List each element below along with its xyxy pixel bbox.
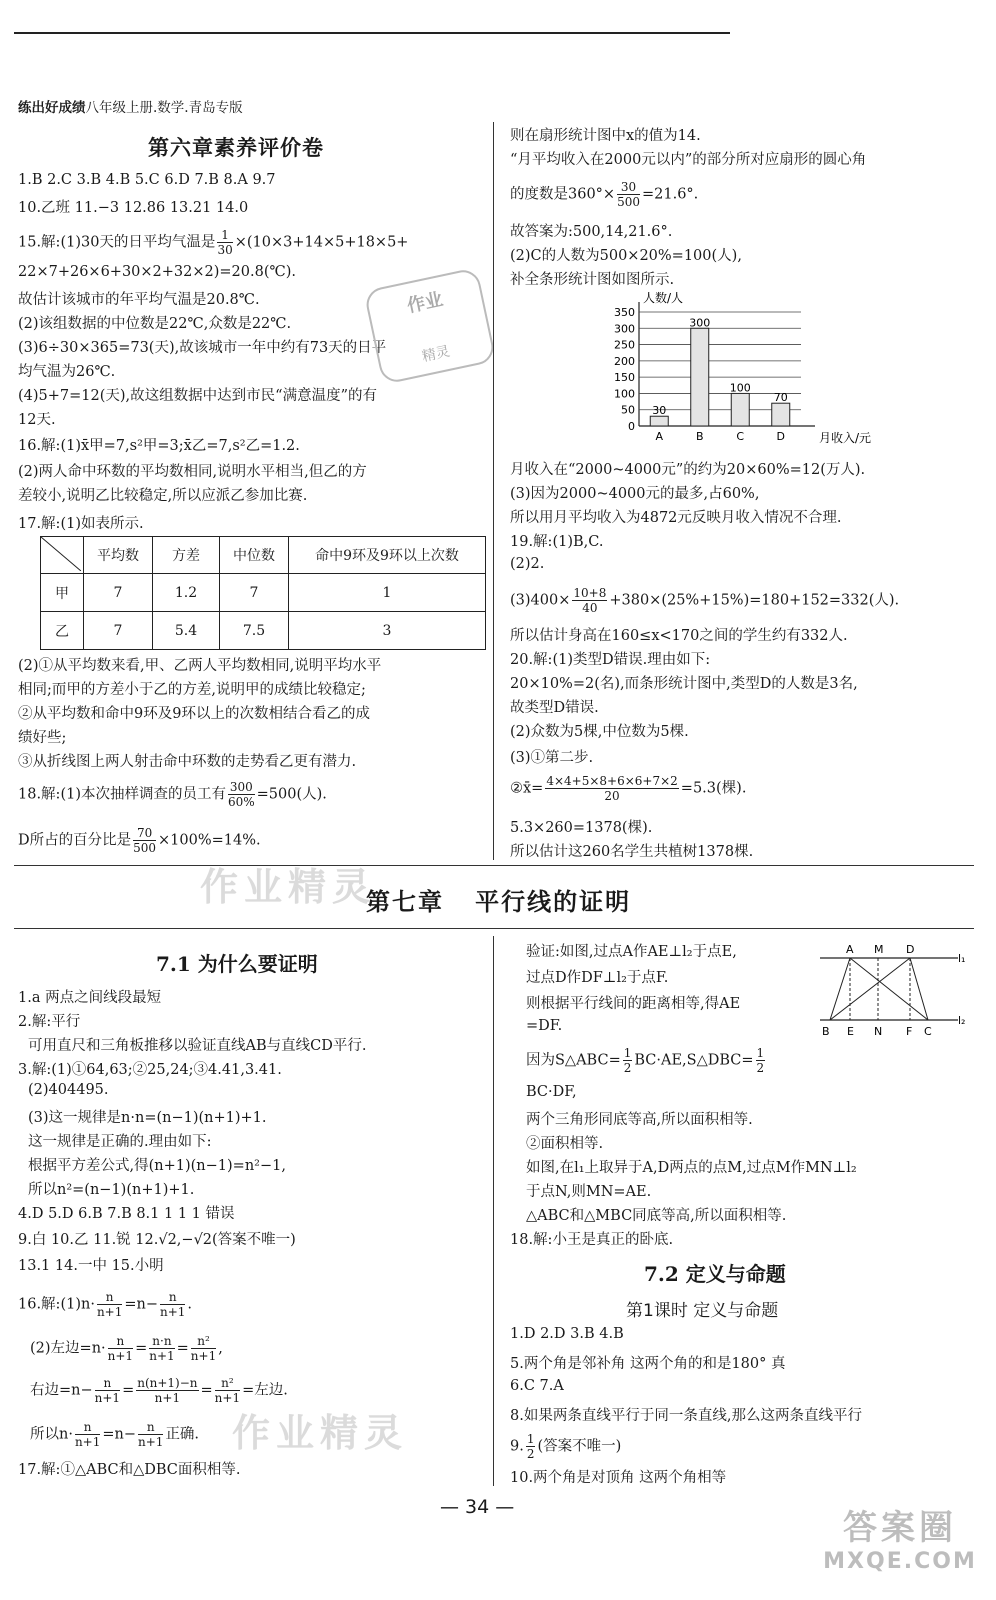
- watermark: 作业精灵: [232, 1411, 409, 1455]
- answer-line: △ABC和△MBC同底等高,所以面积相等.: [526, 1208, 787, 1224]
- answer-line: (2)C的人数为500×20%=100(人),: [510, 248, 742, 264]
- answer-line: 这一规律是正确的.理由如下:: [28, 1134, 212, 1150]
- answer-line: (3)这一规律是n·n=(n−1)(n+1)+1.: [28, 1110, 267, 1126]
- answer-line: (3)400× $\frac{10+8}{40}$ +380×(25%+15%)=180+152=332(人).: [510, 586, 900, 615]
- answer-line: (2)左边=n· $\frac{n}{n+1}$ = $\frac{n\cdot n}{n+1}$ = $\frac{\text{n²}}{n+1}$ ,: [30, 1334, 223, 1363]
- chart-data-label: 300: [689, 316, 711, 330]
- answer-line: 3.解:(1)①64,63;②25,24;③4.41,3.41.: [18, 1062, 282, 1078]
- table-cell: 7: [84, 574, 153, 612]
- table-cell: 1.2: [153, 574, 220, 612]
- fig-label-N: N: [874, 1025, 883, 1038]
- answer-line: ②x̄= $\frac{4\times 4+5\times 8+6\times 6+7\times 2}{20}$ =5.3(棵).: [510, 774, 747, 803]
- chart-data-label: 30: [652, 404, 667, 418]
- answer-line: (2)①从平均数来看,甲、乙两人平均数相同,说明平均水平: [18, 658, 382, 674]
- answer-line: 10.乙班 11.−3 12.86 13.21 14.0: [18, 200, 249, 216]
- answer-line: 4.D 5.D 6.B 7.B 8.1 1 1 1 错误: [18, 1206, 235, 1222]
- corner-logo: 答案圈 MXQE.COM: [823, 1508, 977, 1574]
- answer-line: 所以估计身高在160≤x<170之间的学生约有332人.: [510, 628, 848, 644]
- table-cell: 甲: [41, 574, 84, 612]
- fig-label-B: B: [822, 1025, 830, 1038]
- answer-line: 1.B 2.C 3.B 4.B 5.C 6.D 7.B 8.A 9.7: [18, 172, 276, 188]
- table-header: 命中9环及9环以上次数: [289, 537, 486, 574]
- answer-line: 所以n· $\frac{n}{n+1}$ =n− $\frac{n}{n+1}$ 正确.: [30, 1420, 200, 1449]
- table-cell: 5.4: [153, 612, 220, 650]
- answer-line: 17.解:①△ABC和△DBC面积相等.: [18, 1462, 241, 1478]
- answer-line: 18.解:(1)本次抽样调查的员工有 $\frac{300}{60\%}$ =500(人).: [18, 780, 327, 809]
- fig-label-l1: l₁: [958, 952, 966, 965]
- lesson-title: 第1课时 定义与命题: [626, 1301, 779, 1321]
- answer-line: 则根据平行线间的距离相等,得AE: [526, 996, 741, 1012]
- table-header: 方差: [153, 537, 220, 574]
- answer-line: (4)5+7=12(天),故这组数据中达到市民“满意温度”的有: [18, 388, 377, 404]
- table-cell: 1: [289, 574, 486, 612]
- chart-y-tick: 350: [614, 306, 635, 319]
- chart-x-tick: B: [695, 430, 704, 443]
- chart-y-tick: 0: [628, 420, 635, 433]
- chart-x-tick: C: [736, 430, 745, 443]
- answer-line: 17.解:(1)如表所示.: [18, 516, 144, 532]
- fig-label-F: F: [906, 1025, 913, 1038]
- chart-x-tick: D: [776, 430, 785, 443]
- answer-line: 右边=n− $\frac{n}{n+1}$ = $\frac{n(n+1)-n}{n+1}$ = $\frac{\text{n²}}{n+1}$ =左边.: [30, 1376, 288, 1405]
- table-header: 中位数: [220, 537, 289, 574]
- answer-line: 均气温为26℃.: [18, 364, 116, 380]
- answer-line: 则在扇形统计图中x的值为14.: [510, 128, 701, 144]
- answer-line: 20.解:(1)类型D错误.理由如下:: [510, 652, 711, 668]
- answer-line: 1.a 两点之间线段最短: [18, 990, 162, 1006]
- table-cell: 7.5: [220, 612, 289, 650]
- chart-y-tick: 50: [621, 403, 635, 417]
- answer-line: 月收入在“2000~4000元”的约为20×60%=12(万人).: [510, 462, 866, 478]
- chart-data-label: 70: [773, 391, 788, 405]
- table-cell: 7: [220, 574, 289, 612]
- fig-label-A: A: [846, 943, 854, 956]
- answer-line: (2)该组数据的中位数是22℃,众数是22℃.: [18, 316, 292, 332]
- answer-line: 12天.: [18, 412, 56, 428]
- answer-line: 所以n²=(n−1)(n+1)+1.: [28, 1182, 195, 1198]
- answer-line: (2)2.: [510, 556, 545, 572]
- answer-line: 根据平方差公式,得(n+1)(n−1)=n²−1,: [28, 1158, 286, 1174]
- answer-line: 故类型D错误.: [510, 700, 599, 716]
- section-7-1-title: 7.1 为什么要证明: [156, 952, 318, 976]
- answer-line: 5.两个角是邻补角 这两个角的和是180° 真: [510, 1356, 786, 1372]
- answer-line: 18.解:小王是真正的卧底.: [510, 1232, 674, 1248]
- answer-line: 所以估计这260名学生共植树1378棵.: [510, 844, 754, 860]
- answer-line: 过点D作DF⊥l₂于点F.: [526, 970, 669, 986]
- answer-line: 16.解:(1)x̄甲=7,s²甲=3;x̄乙=7,s²乙=1.2.: [18, 438, 300, 454]
- chapter7-title: 第七章 平行线的证明: [366, 887, 632, 916]
- table-header: 平均数: [84, 537, 153, 574]
- answer-line: 8.如果两条直线平行于同一条直线,那么这两条直线平行: [510, 1408, 862, 1424]
- fig-label-E: E: [847, 1025, 854, 1038]
- answer-line: 验证:如图,过点A作AE⊥l₂于点E,: [526, 944, 737, 960]
- watermark: 作业精灵: [200, 865, 377, 909]
- answer-line: 于点N,则MN=AE.: [526, 1184, 652, 1200]
- table-cell: 乙: [41, 612, 84, 650]
- answer-line: ③从折线图上两人射击命中环数的走势看乙更有潜力.: [18, 754, 357, 770]
- chart-x-tick: A: [655, 430, 664, 443]
- column-divider-bottom: [493, 936, 494, 1486]
- answer-line: 9.白 10.乙 11.锐 12.√2,−√2(答案不唯一): [18, 1232, 296, 1248]
- answer-line: 6.C 7.A: [510, 1378, 564, 1394]
- answer-line: “月平均收入在2000元以内”的部分所对应扇形的圆心角: [510, 152, 867, 168]
- answer-line: 22×7+26×6+30×2+32×2)=20.8(℃).: [18, 264, 296, 280]
- answer-line: 补全条形统计图如图所示.: [510, 272, 675, 288]
- answer-line: 13.1 14.一中 15.小明: [18, 1258, 164, 1274]
- table-cell: 3: [289, 612, 486, 650]
- chart-y-tick: 250: [614, 338, 635, 352]
- answer-line: 的度数是360°× $\frac{30}{500}$ =21.6°.: [510, 180, 699, 209]
- answer-line: 相同;而甲的方差小于乙的方差,说明甲的成绩比较稳定;: [18, 682, 366, 698]
- answer-line: (2)404495.: [28, 1082, 109, 1098]
- answer-line: 因为S△ABC= $\frac{1}{2}$ BC·AE,S△DBC= $\frac{1}{2}$: [526, 1046, 765, 1075]
- answer-line: 两个三角形同底等高,所以面积相等.: [526, 1112, 753, 1128]
- section-7-1: [18, 0, 488, 1490]
- book-header: 练出好成绩八年级上册.数学.青岛专版: [18, 100, 243, 116]
- page-number: — 34 —: [440, 1496, 515, 1518]
- answer-line: 差较小,说明乙比较稳定,所以应派乙参加比赛.: [18, 488, 308, 504]
- answer-line: (2)两人命中环数的平均数相同,说明水平相当,但乙的方: [18, 464, 367, 480]
- answer-line: 19.解:(1)B,C.: [510, 534, 604, 550]
- parallel-lines-figure: [818, 940, 970, 1040]
- answer-line: 5.3×260=1378(棵).: [510, 820, 653, 836]
- fig-label-l2: l₂: [958, 1014, 966, 1027]
- answer-line: BC·DF,: [526, 1084, 577, 1100]
- chart-y-label: 人数/人: [643, 291, 684, 305]
- section-7-2-title: 7.2 定义与命题: [644, 1262, 786, 1286]
- homework-stamp: 作业 精灵: [363, 267, 496, 385]
- answer-line: 10.两个角是对顶角 这两个角相等: [510, 1470, 727, 1486]
- fig-label-C: C: [924, 1025, 932, 1038]
- chapter6-title: 第六章素养评价卷: [148, 135, 324, 160]
- answer-line: 绩好些;: [18, 730, 67, 746]
- fig-label-D: D: [906, 943, 915, 956]
- answer-line: 20×10%=2(名),而条形统计图中,类型D的人数是3名,: [510, 676, 858, 692]
- answer-line: 15.解:(1)30天的日平均气温是 $\frac{1}{30}$ ×(10×3+14×5+18×5+: [18, 228, 409, 257]
- answer-line: 故估计该城市的年平均气温是20.8℃.: [18, 292, 260, 308]
- answer-line: 可用直尺和三角板推移以验证直线AB与直线CD平行.: [28, 1038, 367, 1054]
- chart-y-tick: 150: [614, 371, 635, 385]
- answer-line: 所以用月平均收入为4872元反映月收入情况不合理.: [510, 510, 842, 526]
- answer-line: D所占的百分比是 $\frac{70}{500}$ ×100%=14%.: [18, 826, 261, 855]
- chart-y-tick: 100: [614, 387, 635, 401]
- answer-line: =DF.: [526, 1018, 563, 1034]
- table-cell: 7: [84, 612, 153, 650]
- answer-line: 9. $\frac{1}{2}$ (答案不唯一): [510, 1432, 622, 1461]
- chart-x-label: 月收入/元: [819, 431, 872, 445]
- answer-line: 故答案为:500,14,21.6°.: [510, 224, 673, 240]
- answer-line: 如图,在l₁上取异于A,D两点的点M,过点M作MN⊥l₂: [526, 1160, 857, 1176]
- answer-line: (2)众数为5棵,中位数为5棵.: [510, 724, 689, 740]
- chart-data-label: 100: [729, 381, 751, 395]
- answer-line: 16.解:(1)n· $\frac{n}{n+1}$ =n− $\frac{n}{n+1}$ .: [18, 1290, 193, 1319]
- answer-line: (3)因为2000~4000元的最多,占60%,: [510, 486, 760, 502]
- answer-line: (3)①第二步.: [510, 750, 594, 766]
- answer-line: ②面积相等.: [526, 1136, 604, 1152]
- column-divider-top: [493, 122, 494, 860]
- answer-line: (3)6÷30×365=73(天),故该城市一年中约有73天的日平: [18, 340, 387, 356]
- fig-label-M: M: [874, 943, 884, 956]
- answer-line: 1.D 2.D 3.B 4.B: [510, 1326, 624, 1342]
- chart-y-tick: 300: [614, 322, 635, 336]
- chart-y-tick: 200: [614, 354, 635, 368]
- answer-line: 2.解:平行: [18, 1014, 81, 1030]
- right-bottom-column: [510, 0, 980, 1490]
- answer-line: ②从平均数和命中9环及9环以上的次数相结合看乙的成: [18, 706, 370, 722]
